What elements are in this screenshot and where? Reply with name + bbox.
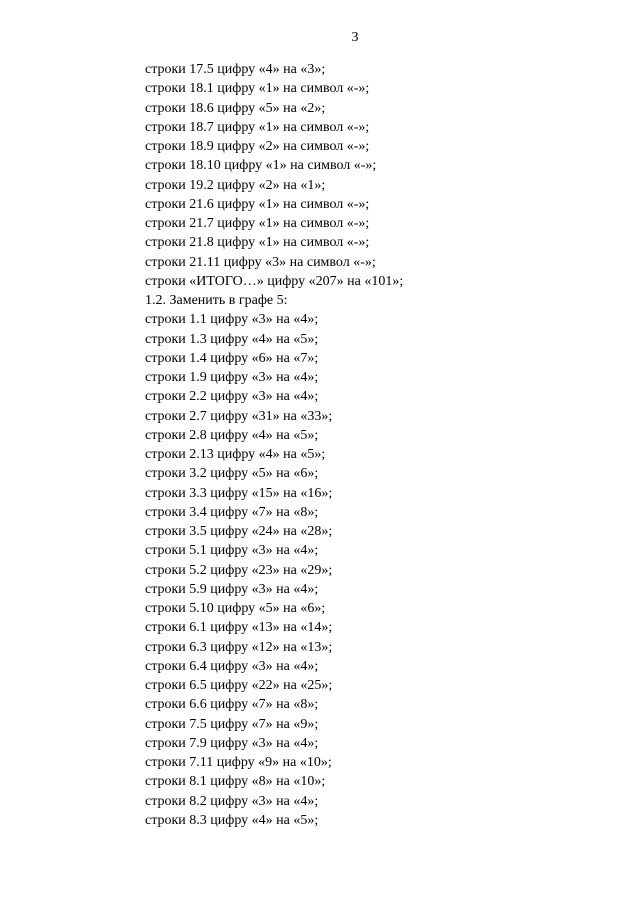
text-line: строки 1.9 цифру «3» на «4»;: [145, 370, 319, 385]
text-line: строки 21.11 цифру «3» на символ «-»;: [145, 254, 376, 270]
text-line: строки 8.2 цифру «3» на «4»;: [145, 793, 319, 809]
text-line: строки 6.3 цифру «12» на «13»;: [145, 639, 333, 655]
text-line: строки 18.1 цифру «1» на символ «-»;: [145, 81, 370, 97]
text-line: строки 3.3 цифру «15» на «16»;: [145, 485, 333, 501]
text-line: строки 7.9 цифру «3» на «4»;: [145, 735, 319, 751]
text-line: строки 2.8 цифру «4» на «5»;: [145, 427, 319, 443]
text-line: строки 5.1 цифру «3» на «4»;: [145, 543, 319, 559]
text-line: строки 8.3 цифру «4» на «5»;: [145, 812, 319, 828]
text-line: строки 7.5 цифру «7» на «9»;: [145, 716, 319, 732]
text-line: строки 3.5 цифру «24» на «28»;: [145, 524, 333, 539]
text-line: строки 17.5 цифру «4» на «3»;: [145, 62, 326, 77]
text-line: строки 21.6 цифру «1» на символ «-»;: [145, 196, 370, 212]
text-line: строки 5.2 цифру «23» на «29»;: [145, 562, 333, 578]
text-line: строки 7.11 цифру «9» на «10»;: [145, 755, 332, 770]
text-line: строки 2.7 цифру «31» на «33»;: [145, 408, 333, 424]
text-line: строки 1.3 цифру «4» на «5»;: [145, 331, 319, 347]
text-line: строки 18.10 цифру «1» на символ «-»;: [145, 158, 377, 174]
text-line: строки 2.13 цифру «4» на «5»;: [145, 447, 326, 462]
page-number: 3: [351, 30, 359, 45]
text-line: строки 2.2 цифру «3» на «4»;: [145, 389, 319, 405]
text-line: строки «ИТОГО…» цифру «207» на «101»;: [145, 273, 404, 289]
text-line: строки 6.1 цифру «13» на «14»;: [145, 620, 333, 636]
text-line: строки 18.7 цифру «1» на символ «-»;: [145, 119, 370, 135]
text-line: строки 1.4 цифру «6» на «7»;: [145, 350, 319, 366]
text-line: строки 1.1 цифру «3» на «4»;: [145, 312, 319, 328]
text-line: строки 6.4 цифру «3» на «4»;: [145, 658, 319, 674]
text-line: строки 21.7 цифру «1» на символ «-»;: [145, 216, 370, 231]
text-line: строки 5.10 цифру «5» на «6»;: [145, 601, 326, 616]
text-line: строки 6.6 цифру «7» на «8»;: [145, 697, 319, 713]
text-line: строки 21.8 цифру «1» на символ «-»;: [145, 235, 370, 251]
text-line: строки 5.9 цифру «3» на «4»;: [145, 581, 319, 597]
text-line: строки 18.6 цифру «5» на «2»;: [145, 100, 326, 116]
text-line: строки 3.2 цифру «5» на «6»;: [145, 466, 319, 482]
section-heading: 1.2. Заменить в графе 5:: [145, 293, 288, 308]
text-line: строки 8.1 цифру «8» на «10»;: [145, 774, 326, 790]
text-line: строки 18.9 цифру «2» на символ «-»;: [145, 139, 370, 154]
document-body: [145, 60, 615, 830]
text-line: строки 19.2 цифру «2» на «1»;: [145, 177, 326, 193]
text-line: строки 3.4 цифру «7» на «8»;: [145, 504, 319, 520]
text-line: строки 6.5 цифру «22» на «25»;: [145, 678, 333, 693]
